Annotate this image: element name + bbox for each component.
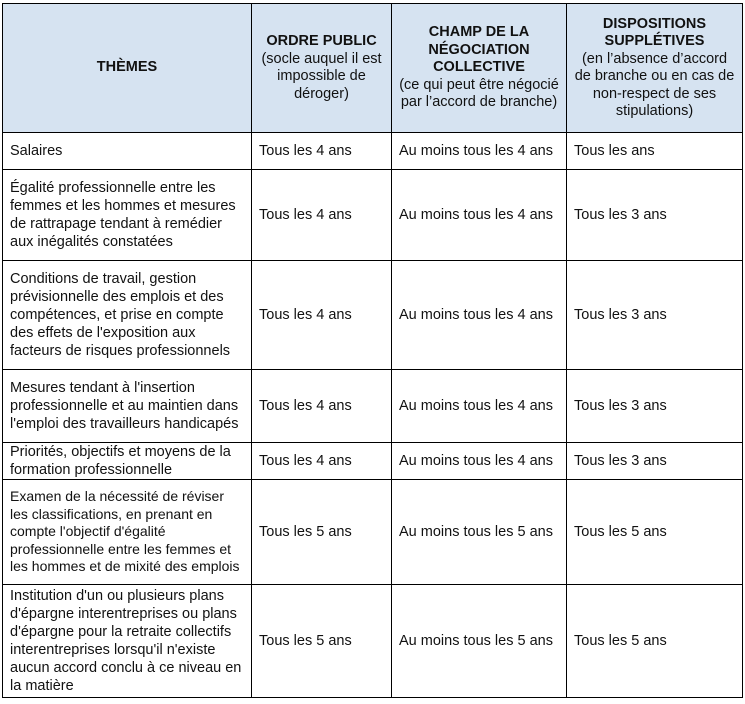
suppletives-cell: Tous les 5 ans [567,585,743,698]
header-ordre-public-subtitle: (socle auquel il est impossible de déroger) [261,50,382,102]
negociation-cell: Au moins tous les 4 ans [392,170,567,261]
table-row [3,370,743,443]
table-row [3,480,743,585]
negociation-cell: Au moins tous les 4 ans [392,370,567,443]
ordre-public-cell: Tous les 5 ans [252,585,392,698]
ordre-public-cell: Tous les 4 ans [252,370,392,443]
suppletives-cell: Tous les 3 ans [567,370,743,443]
theme-cell: Mesures tendant à l'insertion professionnelle et au maintien dans l'emploi des travailleurs handicapés [3,370,252,443]
header-row [3,4,743,133]
suppletives-cell: Tous les 3 ans [567,170,743,261]
theme-cell: Salaires [3,133,252,170]
negociation-cell: Au moins tous les 4 ans [392,443,567,480]
negociation-cell: Au moins tous les 4 ans [392,261,567,370]
table-row [3,585,743,698]
suppletives-cell: Tous les 3 ans [567,261,743,370]
table-row [3,170,743,261]
header-themes [3,4,252,133]
suppletives-cell: Tous les 3 ans [567,443,743,480]
theme-cell: Institution d'un ou plusieurs plans d'épargne interentreprises ou plans d'épargne pour la retraite collectifs interentreprises lorsqu'il n'existe aucun accord conclu à ce niveau en la matière [3,585,252,698]
ordre-public-cell: Tous les 4 ans [252,133,392,170]
header-themes-title: THÈMES [96,59,158,76]
suppletives-cell: Tous les 5 ans [567,480,743,585]
ordre-public-cell: Tous les 5 ans [252,480,392,585]
theme-cell: Priorités, objectifs et moyens de la formation professionnelle [3,443,252,480]
header-ordre-public [252,4,392,133]
negociation-cell: Au moins tous les 4 ans [392,133,567,170]
header-ordre-public-title: ORDRE PUBLIC [266,33,377,49]
negociation-cell: Au moins tous les 5 ans [392,480,567,585]
table-body [3,133,743,698]
ordre-public-cell: Tous les 4 ans [252,170,392,261]
table-row [3,443,743,480]
header-suppletives [567,4,743,133]
ordre-public-cell: Tous les 4 ans [252,443,392,480]
header-suppletives-title: DISPOSITIONS SUPPLÉTIVES [602,15,707,49]
suppletives-cell: Tous les ans [567,133,743,170]
theme-cell: Égalité professionnelle entre les femmes et les hommes et mesures de rattrapage tendant à remédier aux inégalités constatées [3,170,252,261]
table-header [3,4,743,133]
negotiation-themes-table [2,3,743,698]
theme-cell: Conditions de travail, gestion prévisionnelle des emplois et des compétences, et prise en compte des effets de l'exposition aux facteurs de risques professionnels [3,261,252,370]
table-row [3,261,743,370]
header-negociation-title: CHAMP DE LA NÉGOCIATION COLLECTIVE [428,24,530,76]
ordre-public-cell: Tous les 4 ans [252,261,392,370]
table-row [3,133,743,170]
theme-cell: Examen de la nécessité de réviser les classifications, en prenant en compte l'objectif d'égalité professionnelle entre les femmes et les hommes et de mixité des emplois [3,480,252,585]
header-negociation [392,4,567,133]
header-negociation-subtitle: (ce qui peut être négocié par l’accord de branche) [399,76,559,111]
negociation-cell: Au moins tous les 5 ans [392,585,567,698]
header-suppletives-subtitle: (en l’absence d’accord de branche ou en cas de non-respect de ses stipulations) [574,50,735,119]
negotiation-table-container [2,3,742,698]
